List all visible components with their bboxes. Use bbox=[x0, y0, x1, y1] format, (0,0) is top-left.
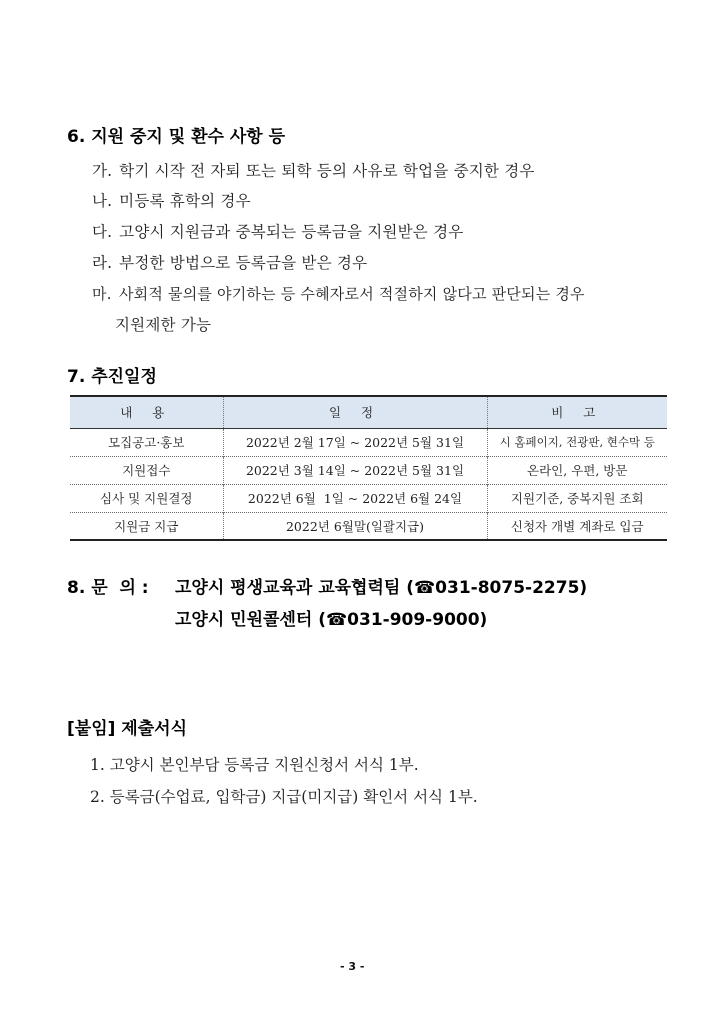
cell-content: 모집공고·홍보 bbox=[70, 428, 223, 456]
item-text: 고양시 지원금과 중복되는 등록금을 지원받은 경우 bbox=[119, 223, 464, 241]
section-6-item bbox=[92, 251, 367, 273]
table-header-row bbox=[70, 396, 667, 428]
table-row bbox=[70, 456, 667, 484]
item-marker: 가. bbox=[92, 162, 113, 180]
cell-note: 온라인, 우편, 방문 bbox=[487, 456, 667, 484]
cell-note: 신청자 개별 계좌로 입금 bbox=[487, 512, 667, 540]
item-marker: 라. bbox=[92, 254, 113, 272]
cell-content: 지원접수 bbox=[70, 456, 223, 484]
section-8-label: 8. 문 의 : bbox=[67, 578, 149, 598]
header-content: 내 용 bbox=[70, 396, 223, 428]
attachment-title: [붙임] 제출서식 bbox=[67, 719, 187, 739]
cell-schedule: 2022년 3월 14일 ~ 2022년 5월 31일 bbox=[223, 456, 487, 484]
attachment-item: 1. 고양시 본인부담 등록금 지원신청서 서식 1부. bbox=[90, 756, 419, 774]
contact-line-2: 고양시 민원콜센터 (☎031-909-9000) bbox=[175, 610, 488, 630]
schedule-table bbox=[70, 395, 667, 541]
section-6-item bbox=[92, 189, 251, 211]
header-schedule: 일 정 bbox=[223, 396, 487, 428]
section-6-item bbox=[92, 283, 585, 304]
item-marker: 나. bbox=[92, 192, 113, 210]
attachment-item: 2. 등록금(수업료, 입학금) 지급(미지급) 확인서 서식 1부. bbox=[90, 788, 478, 806]
contact-line-1: 고양시 평생교육과 교육협력팀 (☎031-8075-2275) bbox=[175, 578, 588, 598]
item-text: 사회적 물의를 야기하는 등 수혜자로서 적절하지 않다고 판단되는 경우 bbox=[118, 285, 585, 303]
item-text: 부정한 방법으로 등록금을 받은 경우 bbox=[119, 254, 368, 272]
table-row bbox=[70, 512, 667, 540]
cell-schedule: 2022년 2월 17일 ~ 2022년 5월 31일 bbox=[223, 428, 487, 456]
section-6-item bbox=[92, 220, 463, 242]
section-7-title: 7. 추진일정 bbox=[67, 367, 157, 387]
cell-schedule: 2022년 6월말(일괄지급) bbox=[223, 512, 487, 540]
cell-note: 지원기준, 중복지원 조회 bbox=[487, 484, 667, 512]
table-row bbox=[70, 428, 667, 456]
item-marker: 마. bbox=[92, 285, 112, 303]
cell-note: 시 홈페이지, 전광판, 현수막 등 bbox=[487, 428, 667, 456]
page-number: - 3 - bbox=[340, 960, 365, 973]
header-note: 비 고 bbox=[487, 396, 667, 428]
item-text: 학기 시작 전 자퇴 또는 퇴학 등의 사유로 학업을 중지한 경우 bbox=[119, 162, 535, 180]
item-text: 미등록 휴학의 경우 bbox=[119, 192, 251, 210]
table-row bbox=[70, 484, 667, 512]
section-6-title: 6. 지원 중지 및 환수 사항 등 bbox=[67, 127, 286, 147]
item-marker: 다. bbox=[92, 223, 113, 241]
cell-content: 지원금 지급 bbox=[70, 512, 223, 540]
section-6-continuation: 지원제한 가능 bbox=[115, 316, 212, 334]
cell-content: 심사 및 지원결정 bbox=[70, 484, 223, 512]
cell-schedule: 2022년 6월 1일 ~ 2022년 6월 24일 bbox=[223, 484, 487, 512]
section-6-item bbox=[92, 159, 535, 181]
